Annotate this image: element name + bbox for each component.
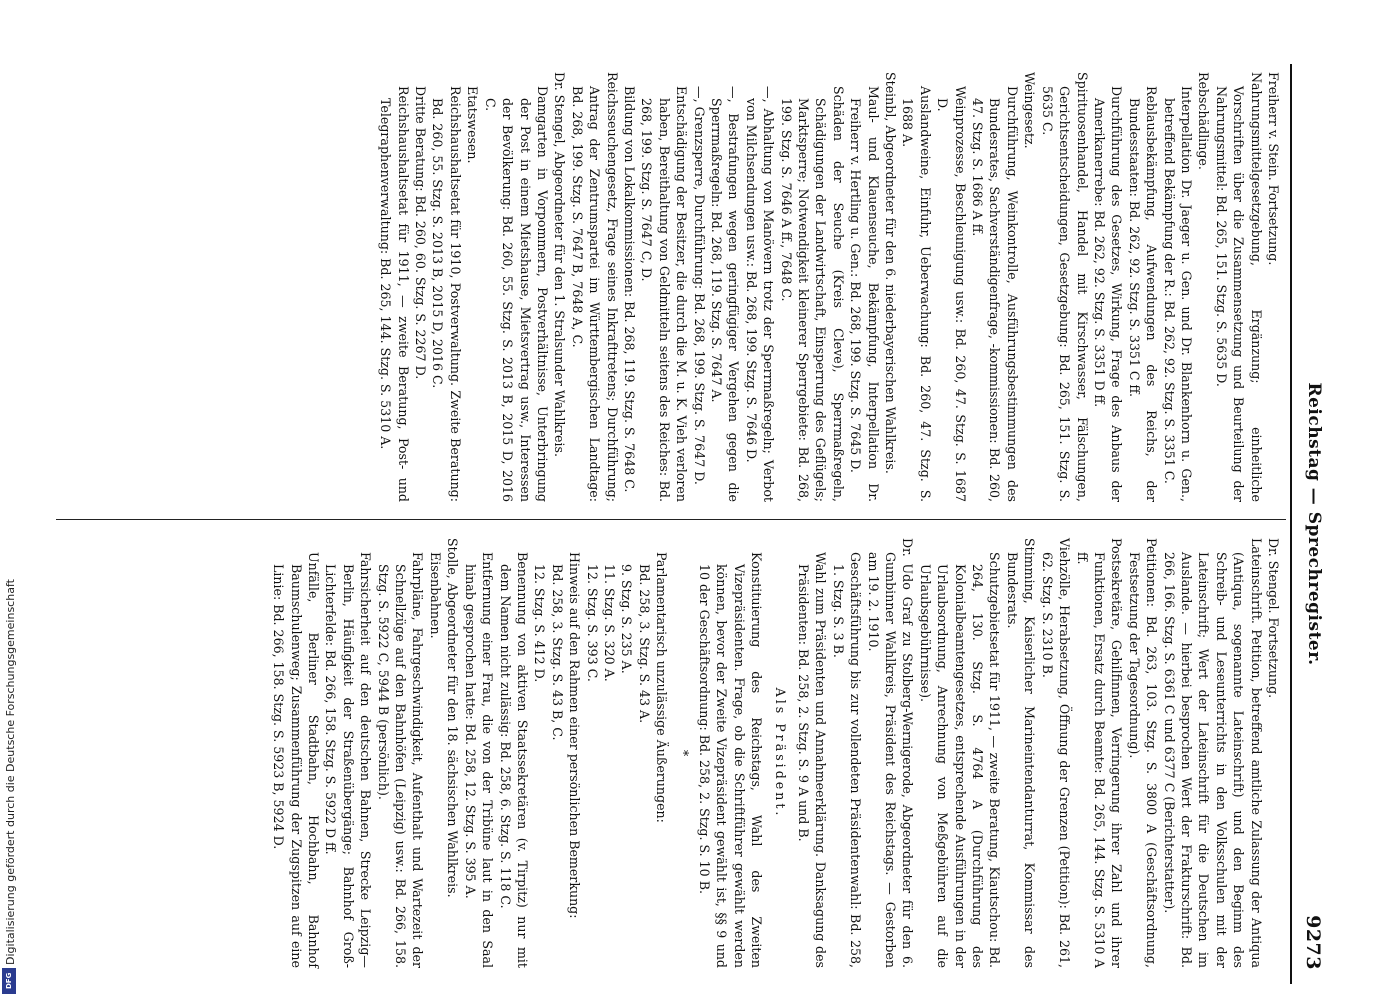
register-entry: —, Abhaltung von Manövern trotz der Sperrmaßregeln; Verbot von Milchsendungen usw.: Bd. 268, 199. Stzg. S. 7646 D. bbox=[743, 86, 777, 502]
register-entry: Maul- und Klauenseuche, Bekämpfung, Interpellation Dr. Freiherr v. Hertling u. Gen.: Bd. 268, 199. Stzg. S. 7645 D. bbox=[848, 86, 881, 502]
register-entry: Reichshaushaltsetat für 1911, — zweite Beratung, Post- und Telegraphenverwaltung: Bd. 265, 144. Stzg. S. 5310 A. bbox=[378, 86, 411, 502]
register-entry: Damgarten in Vorpommern, Postverhältnisse, Unterbringung der Post in einem Mietshause, Mietsvertrag usw., Interessen der Bevölkerung: Bd. 260, 55. Stzg. S. 2013 B, 2015 D, 2016 C. bbox=[482, 86, 550, 502]
register-entry: Wahl zum Präsidenten und Annahmeerklärung. Danksagung des Präsidenten: Bd. 258, 2. Stzg. S. 9 A und B. bbox=[796, 552, 829, 968]
register-entry: 12. Stzg. S. 412 D. bbox=[532, 564, 548, 683]
register-entry: Schäden der Seuche (Kreis Cleve), Sperrmaßregeln, Schädigungen der Landwirtschaft, Einsperrung des Geflügels; Marktsperre; Notwendigkeit kleinerer Sperrgebiete: Bd. 268, 199. Stzg. S. 7646 A ff., 7648 C. bbox=[778, 86, 846, 502]
register-entry: Reichsseuchengesetz, Frage seines Inkrafttretens; Durchführung; Antrag der Zentrumspartei im Württembergischen Landtage: Bd. 268, 199. Stzg. S. 7647 B, 7648 A, C. bbox=[569, 72, 620, 502]
register-entry: Parlamentarisch unzulässige Äußerungen: bbox=[654, 552, 670, 823]
register-entry: Bildung von Lokalkommissionen: Bd. 268, 119. Stzg. S. 7648 C. bbox=[621, 86, 637, 493]
register-entry: Viehzölle, Herabsetzung, Öffnung der Grenzen (Petition): Bd. 261, 62. Stzg. S. 2310 B. bbox=[1039, 538, 1073, 968]
register-entry: Etatswesen. bbox=[465, 86, 481, 164]
register-entry: Nahrungsmittelgesetzgebung, Ergänzung; einheitliche Vorschriften über die Zusammensetzung und Beurteilung der Nahrungsmittel: Bd. 265, 151. Stzg. S. 5635 D. bbox=[1213, 72, 1264, 502]
register-entry: Reichshaushaltsetat für 1910, Postverwaltung. Zweite Beratung: Bd. 260, 55. Stzg. S. 2013 B, 2015 D, 2016 C. bbox=[430, 86, 463, 502]
register-entry: Rebschädlinge. bbox=[1196, 72, 1212, 170]
page-header bbox=[1290, 64, 1336, 984]
register-entry: 9. Stzg. S. 235 A. bbox=[619, 564, 635, 674]
register-entry: Schutzgebietsetat für 1911, — zweite Beratung, Kiautschou: Bd. 264, 130. Stzg. S. 4764 A (Durchführung des Kolonialbeamtengesetzes, entsprechende Ausführungen in der Urlaubsordnung, Anrechnung von Meßgebühren auf die Urlaubsgebührnisse). bbox=[917, 552, 1003, 968]
register-entry: Freiherr v. Stein. Fortsetzung. bbox=[1266, 72, 1281, 266]
column-divider bbox=[56, 519, 1286, 520]
register-entry: Reblausbekämpfung, Aufwendungen des Reichs, der Bundesstaaten: Bd. 262, 92. Stzg. S. 3351 C ff. bbox=[1126, 86, 1160, 502]
document-page bbox=[46, 64, 1336, 984]
register-entry: Steinbl, Abgeordneter für den 6. niederbayerischen Wahlkreis. bbox=[883, 72, 899, 474]
register-entry: Interpellation Dr. Jaeger u. Gen. und Dr. Blankenhorn u. Gen., betreffend Bekämpfung der R.: Bd. 262, 92. Stzg. S. 3351 C. bbox=[1161, 86, 1194, 502]
register-entry: Bd. 258, 3. Stzg. S. 43 B, C. bbox=[549, 564, 565, 741]
register-entry: Dr. Stengel. Fortsetzung. bbox=[1266, 538, 1281, 699]
register-entry: Dr. Udo Graf zu Stolberg-Wernigerode, Abgeordneter für den 6. Gumbinner Wahlkreis, Präsident des Reichstags. — Gestorben am 19. 2. 1910. bbox=[865, 538, 916, 968]
dfg-logo: DFG bbox=[2, 968, 16, 994]
register-entry: —, Bestrafungen wegen geringfügiger Vergehen gegen die Sperrmaßregeln: Bd. 268, 119. Stzg. S. 7647 A. bbox=[709, 86, 742, 502]
register-entry: Entfernung einer Frau, die von der Tribüne laut in den Saal hinab gesprochen hatte: Bd. 258, 12. Stzg. S. 395 A. bbox=[462, 552, 496, 968]
register-entry: Stolle, Abgeordneter für den 18. sächsischen Wahlkreis. bbox=[445, 538, 461, 898]
register-entry: Weingesetz. bbox=[1022, 72, 1038, 149]
register-entry: Geschäftsführung bis zur vollendeten Präsidentenwahl: Bd. 258, 1. Stzg. S. 3 B. bbox=[830, 552, 864, 968]
register-entry: Stimming, Kaiserlicher Marineintendanturrat, Kommissar des Bundesrats. bbox=[1004, 538, 1038, 968]
register-entry: * bbox=[675, 749, 691, 757]
funding-note: Digitalisierung gefördert durch die Deutsche Forschungsgemeinschaft bbox=[4, 579, 17, 965]
right-column bbox=[270, 538, 1282, 968]
left-column bbox=[377, 72, 1282, 502]
register-entry: Auslandweine, Einfuhr, Ueberwachung: Bd. 260, 47. Stzg. S. 1688 A. bbox=[900, 86, 933, 502]
register-entry: —, Grenzsperre, Durchführung: Bd. 268, 199. Stzg. S. 7647 D. bbox=[691, 86, 707, 485]
register-entry: Weinprozesse, Beschleunigung usw.: Bd. 260, 47. Stzg. S. 1687 D. bbox=[935, 86, 968, 502]
register-entry: Entschädigung der Besitzer, die durch die M. u. K. Vieh verloren haben, Bereithaltung von Geldmitteln seitens des Reiches: Bd. 268, 199. Stzg. S. 7647 C, D. bbox=[639, 86, 690, 502]
register-entry: Lateinschrift. Petition, betreffend amtliche Zulassung der Antiqua (Antiqua, sogenannte Lateinschrift) und den Beginm des Schreib- und Leseunterrichts in den Volksschulen mit der Lateinschrift; Wert der Lateinschrift für die Deutschen im Auslande. — hierbei besprochen Wert der Frakturschrift: Bd. 266, 166. Stzg. S. 6361 C und 6377 C (Berichterstatter). bbox=[1161, 538, 1264, 968]
register-entry: Durchführung, Weinkontrolle, Ausführungsbestimmungen des Bundesrates, Sachverständigenfrage, -kommissionen: Bd. 260, 47. Stzg. S. 1686 A ff. bbox=[970, 86, 1020, 502]
register-entry: Fahrsicherheit auf den deutschen Bahnen, Strecke Leipzig—Berlin, Häufigkeit der Straßenübergänge; Bahnhof Groß-Lichterfelde: Bd. 266, 158. Stzg. S. 5922 D ff. bbox=[323, 552, 374, 968]
register-entry: Konstituierung des Reichstags, Wahl des Zweiten Vizepräsidenten. Frage, ob die Schriftführer gewählt werden können, bevor der Zweite Vizepräsident gewählt ist, §§ 9 und 10 der Geschäftsordnung: Bd. 258, 2. Stzg. S. 10 B. bbox=[697, 552, 765, 968]
funding-sidebar bbox=[0, 0, 20, 1000]
register-entry: Als Präsident. bbox=[772, 687, 788, 819]
register-entry: Bd. 258, 3. Stzg. S. 43 A. bbox=[636, 564, 652, 724]
register-entry: Fahrpläne, Fahrgeschwindigkeit, Aufenthalt und Wartezeit der Schnellzüge auf den Bahnhöfen (Leipzig) usw.: Bd. 266, 158. Stzg. S. 5922 C, 5944 B (persönlich). bbox=[375, 552, 426, 968]
register-entry: Spirituosenhandel, Handel mit Kirschwasser, Fälschungen, Gerichtsentscheidungen, Gesetzgebung: Bd. 265, 151. Stzg. S. 5635 C. bbox=[1039, 72, 1090, 502]
page-number: 9273 bbox=[1302, 915, 1324, 970]
register-entry: Durchführung des Gesetzes, Wirkung, Frage des Anbaus der Amerikanerrebe: Bd. 262, 92. Stzg. S. 3351 D ff. bbox=[1091, 86, 1125, 502]
register-entry: Unfälle, Berliner Stadtbahn, Hochbahn, Bahnhof Baumschulenweg; Zusammenführung der Zugspitzen auf eine Linie: Bd. 266, 158. Stzg. S. 5923 B, 5924 D. bbox=[271, 552, 322, 968]
register-entry: Dritte Beratung: Bd. 260, 60. Stzg. S. 2267 D. bbox=[413, 86, 429, 380]
running-title: Reichstag — Sprechregister. bbox=[1304, 382, 1324, 666]
register-entry: 11. Stzg. S. 320 A. bbox=[601, 564, 617, 682]
register-entry: Hinweis auf den Rahmen einer persönlichen Bemerkung: bbox=[567, 552, 583, 919]
register-entry: Petitionen: Bd. 263, 103. Stzg. S. 3800 A (Geschäftsordnung, Festsetzung der Tagesordnung). bbox=[1126, 538, 1160, 968]
register-entry: Dr. Stengel, Abgeordneter für den 1. Stralsunder Wahlkreis. bbox=[552, 72, 568, 457]
register-entry: Eisenbahnen. bbox=[427, 552, 443, 639]
register-entry: Benennung von aktiven Staatssekretären (v. Tirpitz) nur mit dem Namen nicht zulässig: Bd. 258, 6. Stzg. S. 118 C. bbox=[497, 552, 530, 968]
register-entry: Postsekretäre, Gehilfinnen, Verringerung ihrer Zahl und ihrer Funktionen, Ersatz durch Beamte: Bd. 265, 144. Stzg. S. 5310 A ff. bbox=[1074, 538, 1125, 968]
register-entry: 12. Stzg. S. 393 C. bbox=[584, 564, 600, 682]
